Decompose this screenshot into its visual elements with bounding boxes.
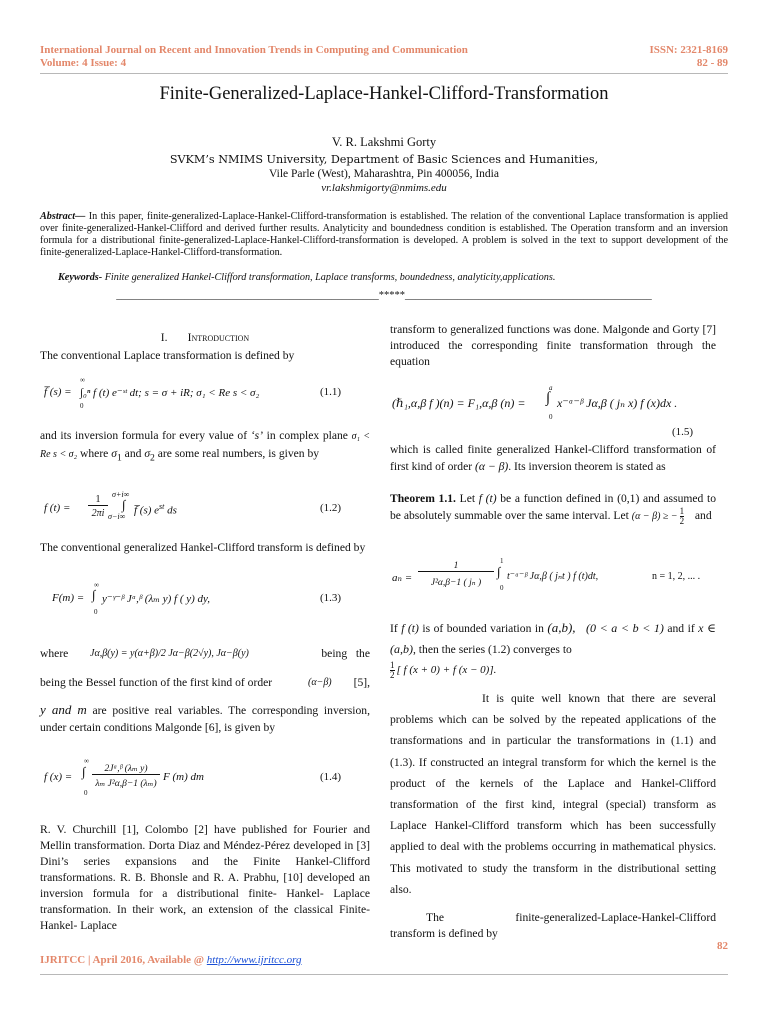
theorem-label: Theorem 1.1.	[390, 492, 456, 505]
intro-para-4-line-2	[40, 675, 370, 691]
equation-an-tail: n = 1, 2, ... .	[652, 571, 701, 582]
eq4-integral-icon: ∫	[82, 764, 86, 779]
equation-an-body: t⁻ᵅ⁻ᵝ Jα,β ( jₙt ) f (t)dt,	[507, 571, 599, 582]
p2-text-e: are some real numbers, is given by	[154, 447, 320, 460]
author-address: Vile Parle (West), Maharashtra, Pin 400056, India	[269, 168, 499, 180]
header-rule	[40, 73, 728, 74]
keywords-text: Finite generalized Hankel-Clifford transformation, Laplace transforms, boundedness, analyticity,applications.	[102, 272, 556, 283]
equation-1-4-tail: F (m) dm	[163, 771, 204, 783]
right-para-4: It is quite well known that there are several problems which can be solved by the repeated applications of the transformations and in particular the transformations in (1.1) and (1.3). If constructed an integral transform for which the kernel is the product of the kernels of the Laplace and Hankel-Clifford transformation of the first kind, integral (special) transform as Laplace Hankel-Clifford transform which has been successfully applied to deal with the problems occurring in mathematical physics. This motivated to study the transform in the distributional setting also.	[390, 692, 716, 896]
abstract	[40, 211, 728, 259]
eq5-int-top: a	[549, 384, 553, 392]
equation-1-3-lhs: F(m) =	[52, 592, 85, 604]
eq6-frac-num: 1	[418, 561, 494, 572]
p5-text: are positive real variables. The corresponding inversion, under certain conditions Malgonde [6], is given by	[40, 704, 370, 734]
p4-bessel-def: Jα,β(y) = y(α+β)/2 Jα−β(2√y), Jα−β(y)	[90, 648, 249, 659]
equation-an-lhs: aₙ =	[392, 572, 413, 584]
eq2-integral-icon: ∫	[122, 497, 126, 512]
theorem-1-1: Theorem 1.1. Let f (t) be a function defined in (0,1) and assumed to be absolutely summable over the same interval. Let (α − β) ≥ − $\frac{1}{2}$ and	[390, 492, 717, 526]
eq2-lim-bot: σ−i∞	[108, 512, 126, 521]
intro-para-4-line-1	[40, 646, 370, 662]
equation-1-3-body: y⁻ᵞ⁻ᵝ Jᵅ,ᵝ (λₘ y) f ( y) dy,	[102, 593, 211, 605]
eq3-int-top: ∞	[94, 581, 99, 589]
equation-1-4-number: (1.4)	[320, 771, 342, 783]
p5-vars: y and m	[40, 702, 87, 717]
author-name: V. R. Lakshmi Gorty	[331, 135, 437, 149]
eq4-int-top: ∞	[84, 757, 89, 765]
eq1-int-bot: 0	[80, 402, 84, 410]
page-number: 82	[717, 940, 728, 952]
eq6-int-top: 1	[500, 557, 504, 565]
p2-text-c: where	[77, 447, 112, 460]
equation-1-2-lhs: f (t) =	[44, 502, 71, 514]
p2-var-s: ‘s’	[250, 429, 263, 442]
abstract-label: Abstract—	[40, 211, 86, 222]
keywords-label: Keywords-	[58, 272, 103, 283]
equation-1-2-body: f̅ (s) $e^{st}$ ds	[134, 502, 177, 517]
equation-1-5-body: x⁻ᵅ⁻ᵝ Jα,β ( jₙ x) f (x)dx .	[557, 396, 678, 410]
intro-para-2: and its inversion formula for every value of ‘s’ in complex plane σ₁ < Re s < σ₂ where $\sigma_1$ and $\sigma_2$ are some real numbers, is given by	[40, 429, 371, 464]
equation-1-4-lhs: f (x) =	[44, 771, 73, 783]
eq2-lim-top: σ+i∞	[112, 490, 130, 499]
p4-order: (α−β)	[308, 677, 332, 688]
journal-name: International Journal on Recent and Innovation Trends in Computing and Communication	[40, 44, 468, 56]
right-para-5: The finite-generalized-Laplace-Hankel-Clifford transform is defined by	[390, 911, 716, 940]
equation-1-2-number: (1.2)	[320, 502, 342, 514]
author-email[interactable]: vr.lakshmigorty@nmims.edu	[321, 182, 447, 194]
equation-1-5-lhs: (ℏ₁,α,β f )(n) = F₁,α,β (n) =	[392, 396, 526, 410]
eq5-int-bot: 0	[549, 413, 553, 421]
equation-1-5-number: (1.5)	[672, 426, 694, 438]
eq2-frac-den: 2πi	[91, 508, 105, 519]
footer-rule	[40, 974, 728, 975]
journal-volume: Volume: 4 Issue: 4	[40, 57, 127, 69]
eq4-int-bot: 0	[84, 789, 88, 797]
equation-1-1-number: (1.1)	[320, 386, 342, 398]
p4-where: where	[40, 647, 69, 660]
equation-1-1-lhs: f̅ (s) =	[44, 386, 72, 398]
eq4-frac-den: λₘ J²α,β−1 (λₘ)	[95, 779, 157, 789]
intro-para-5	[40, 701, 370, 736]
rp2-order: (α − β)	[475, 460, 509, 473]
intro-para-1: The conventional Laplace transformation is defined by	[40, 349, 295, 362]
p2-text-b: in complex plane	[262, 429, 352, 442]
right-para-3: If f (t) is of bounded variation in (a,b), (0 < a < b < 1) and if x ∈ (a,b), then the series (1.2) converges to $\frac{1}{2}$ [ f (x + 0) + f (x − 0)].	[390, 620, 716, 680]
right-para-2	[390, 441, 716, 475]
eq2-frac-num: 1	[88, 494, 108, 506]
p2-sigma2: σ	[144, 447, 151, 460]
paper-title: Finite-Generalized-Laplace-Hankel-Clifford-Transformation	[159, 84, 609, 104]
footer-text: IJRITCC | April 2016, Available @	[40, 954, 207, 966]
author-affiliation: SVKM’s NMIMS University, Department of Basic Sciences and Humanities,	[169, 153, 599, 166]
right-para-1: transform to generalized functions was done. Malgonde and Gorty [7] introduced the corresponding finite transformation through the equation	[390, 323, 716, 368]
eq1-int-top: ∞	[80, 376, 85, 384]
eq6-integral-icon: ∫	[497, 564, 501, 579]
rp2-text-a: which is called finite generalized Hankel-Clifford transformation of first kind of order	[390, 443, 716, 473]
section-heading	[40, 330, 370, 346]
keywords	[58, 272, 728, 283]
intro-para-6: R. V. Churchill [1], Colombo [2] have published for Fourier and Mellin transformation. Dorta Diaz and Méndez-Pérez developed in [3] Dini’s series expansions and the Finite Hankel-Clifford transformations. R. B. Bhonsle and R. A. Prabhu, [10] developed an inversion formula for a distributional finite- Hankel- Laplace transformation. In their work, an extension of the classical Finite-Hankel- Laplace	[40, 823, 370, 932]
eq4-frac-num: 2Jᵅ,ᵝ (λₘ y)	[92, 763, 160, 775]
abstract-text: In this paper, finite-generalized-Laplace-Hankel-Clifford-transformation is established. The relation of the conventional Laplace transformation is applied over finite-generalized-Hankel-Clifford and derived further results. Analyticity and boundedness condition is established. The Operation transform and an inversion formula for a distributional finite-generalized-Laplace-Hankel-Clifford-transformation is developed. A problem is solved in the text to support development of the finite-generalized-Laplace-Hankel-Clifford-transformation.	[40, 211, 728, 258]
journal-pages: 82 - 89	[696, 57, 728, 69]
p2-cond: σ₁ < Re s < σ₂	[40, 431, 371, 460]
rp2-text-b: . Its inversion theorem is stated as	[508, 460, 666, 473]
p2-text-a: and its inversion formula for every value of	[40, 429, 251, 442]
eq6-int-bot: 0	[500, 584, 504, 592]
intro-para-3: The conventional generalized Hankel-Clifford transform is defined by	[40, 541, 366, 554]
separator: __________________________________________________*****_______________________________________________	[116, 290, 652, 301]
footer-link[interactable]: http://www.ijritcc.org	[206, 954, 302, 966]
journal-issn: ISSN: 2321-8169	[649, 44, 728, 56]
section-title: Introduction	[187, 332, 250, 344]
eq6-frac-den: J²α,β−1 ( jₙ )	[430, 578, 482, 588]
equation-1-1-body: ∫₀ⁿ f (t) e⁻ˢᵗ dt; s = σ + iR; σ₁ < Re s < σ₂	[80, 387, 260, 399]
equation-1-3-number: (1.3)	[320, 592, 342, 604]
p2-text-d: and	[121, 447, 145, 460]
p2-sigma1: σ	[111, 447, 117, 460]
eq5-integral-icon: ∫	[546, 390, 551, 406]
footer	[40, 954, 302, 966]
eq3-int-bot: 0	[94, 608, 98, 616]
p4-ref: [5],	[353, 676, 370, 689]
eq3-integral-icon: ∫	[92, 587, 96, 602]
section-number: I.	[160, 332, 168, 344]
p4-being-the: being the	[321, 647, 370, 660]
p4-text-b: being the Bessel function of the first kind of order	[40, 676, 273, 689]
